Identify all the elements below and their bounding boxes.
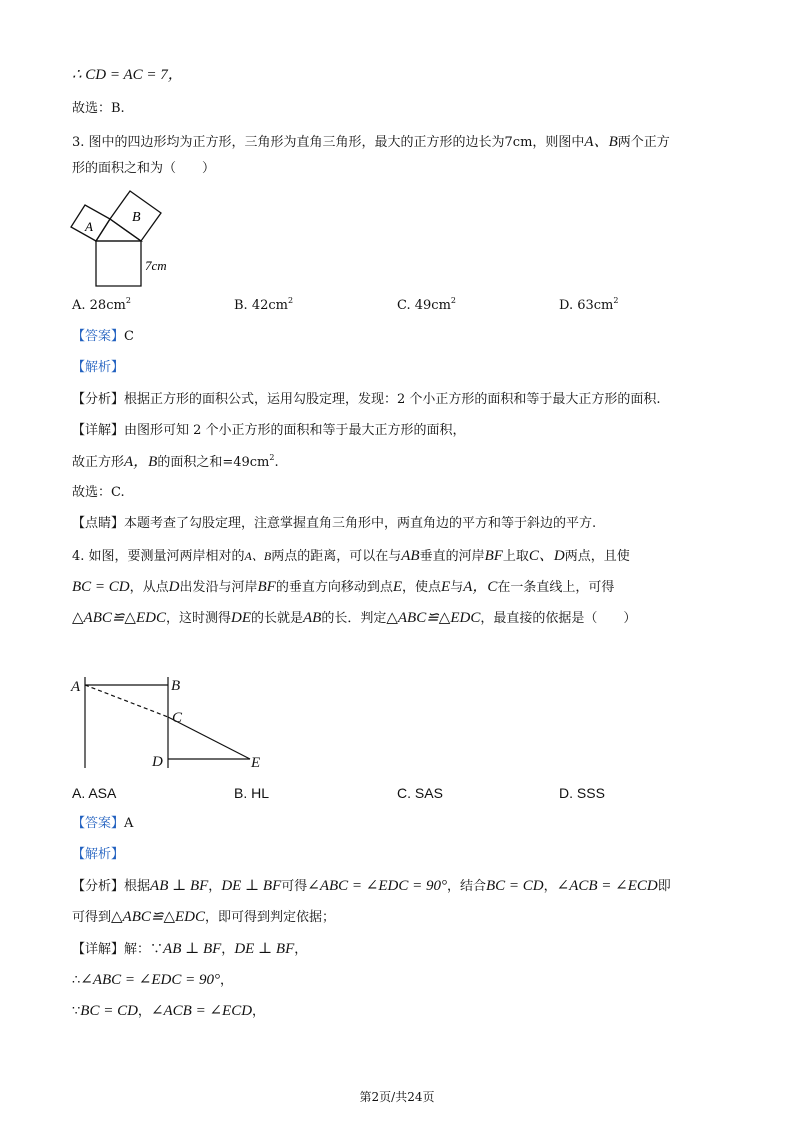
q4-option-d[interactable]: D. SSS (559, 785, 605, 801)
q3-option-c[interactable]: C. $49cm^2$ (397, 296, 456, 313)
detail-4-step-2: ∴∠ABC = ∠EDC = 90°， (72, 972, 234, 988)
detail-3: 【详解】由图形可知 2 个小正方形的面积和等于最大正方形的面积， (72, 423, 466, 438)
analysis-3: 【分析】根据正方形的面积公式，运用勾股定理，发现：2 个小正方形的面积和等于最大正方形的面积. (72, 392, 661, 407)
solution-line-cd-eq-ac: ∴ CD = AC = 7， (72, 67, 183, 83)
q4-option-c[interactable]: C. SAS (397, 785, 443, 801)
question-4-line-2: BC = CD，从点D出发沿与河岸BF的垂直方向移动到点E，使点E与A，C在一条直线上，可得 (72, 579, 615, 595)
solution-select-b: 故选：B. (72, 101, 125, 116)
label-side-7cm: 7cm (145, 258, 167, 273)
comment-3: 【点睛】本题考查了勾股定理，注意掌握直角三角形中，两直角边的平方和等于斜边的平方. (72, 516, 597, 531)
label-E: E (251, 755, 261, 771)
page-footer: 第2页/共24页 (359, 1090, 435, 1104)
question-3-text: 3. 图中的四边形均为正方形，三角形为直角三角形，最大的正方形的边长为7cm，则图中A、B两个正方 (72, 134, 670, 150)
label-C: C (172, 710, 183, 726)
label-D: D (152, 754, 163, 770)
label-A: A (71, 679, 81, 695)
q3-option-d[interactable]: D. $63cm^2$ (559, 296, 619, 313)
question-4-line-3: △ABC≌△EDC，这时测得DE的长就是AB的长．判定△ABC≌△EDC，最直接的依据是（ ） (72, 610, 637, 626)
analysis-4: 【分析】根据AB ⊥ BF，DE ⊥ BF可得∠ABC = ∠EDC = 90°，结合BC = CD，∠ACB = ∠ECD即 (72, 878, 671, 894)
detail-4: 【详解】解：∵AB ⊥ BF，DE ⊥ BF， (72, 941, 308, 957)
label-b: B (132, 210, 141, 225)
answer-3: 【答案】C (72, 329, 134, 344)
question-3-text-cont: 形的面积之和为（ ） (72, 161, 216, 176)
large-square (96, 241, 141, 286)
q3-option-b[interactable]: B. $42cm^2$ (234, 296, 294, 313)
label-a: A (85, 219, 93, 234)
analysis-4-cont: 可得到△ABC≌△EDC，即可得到判定依据； (72, 909, 336, 925)
question-4-line-1: 4. 如图，要测量河两岸相对的A、B两点的距离，可以在与AB垂直的河岸BF上取C、D两点，且使 (72, 548, 630, 564)
label-B: B (171, 678, 181, 694)
q3-option-a[interactable]: A. $28cm^2$ (72, 296, 131, 313)
select-3: 故选：C. (72, 485, 125, 500)
q4-option-b[interactable]: B. HL (234, 785, 270, 801)
figure-river-triangles (68, 673, 278, 773)
figure-pythagoras-squares (68, 185, 188, 290)
q4-option-a[interactable]: A. ASA (72, 785, 117, 801)
segment-ac-dashed (85, 685, 168, 717)
analysis-heading-3: 【解析】 (72, 360, 125, 375)
analysis-heading-4: 【解析】 (72, 847, 125, 862)
answer-4: 【答案】A (72, 816, 134, 831)
detail-4-step-3: ∵BC = CD，∠ACB = ∠ECD， (72, 1003, 266, 1019)
detail-3-cont: 故正方形A，B的面积之和$=49cm^2$. (72, 453, 279, 470)
